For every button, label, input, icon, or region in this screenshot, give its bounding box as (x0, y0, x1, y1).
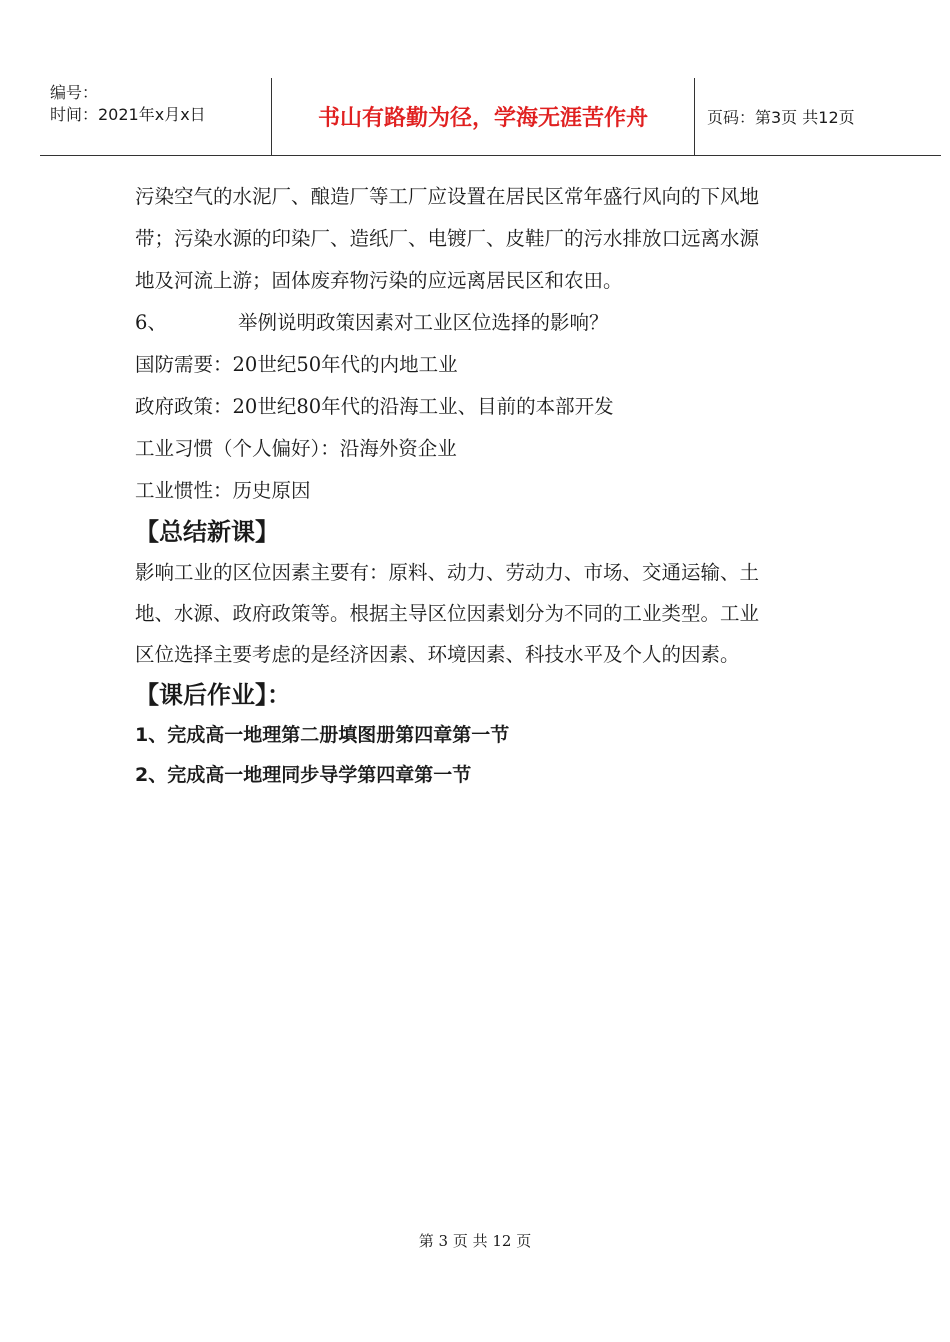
body-line: 带；污染水源的印染厂、造纸厂、电镀厂、皮鞋厂的污水排放口远离水源 (135, 227, 760, 250)
body-line: 地及河流上游；固体废弃物污染的应远离居民区和农田。 (135, 269, 623, 292)
header-info-cell (40, 78, 272, 155)
summary-heading: 【总结新课】 (135, 518, 279, 546)
answer-line: 国防需要：20世纪50年代的内地工业 (135, 353, 458, 376)
homework-item: 1、完成高一地理第二册填图册第四章第一节 (135, 724, 510, 746)
body-line: 污染空气的水泥厂、酿造厂等工厂应设置在居民区常年盛行风向的下风地 (135, 185, 760, 208)
page-header (40, 78, 941, 156)
header-page-number: 页码：第3页 共12页 (707, 108, 855, 127)
document-date-label: 时间：2021年x月x日 (50, 105, 206, 124)
question-6 (135, 302, 855, 344)
homework-heading: 【课后作业】： (135, 681, 291, 709)
question-number: 6、 (135, 311, 167, 334)
answer-line: 政府政策：20世纪80年代的沿海工业、目前的本部开发 (135, 395, 614, 418)
summary-line: 区位选择主要考虑的是经济因素、环境因素、科技水平及个人的因素。 (135, 643, 740, 666)
document-number-label: 编号： (50, 83, 99, 102)
document-body (135, 176, 855, 795)
header-motto: 书山有路勤为径，学海无涯苦作舟 (272, 78, 695, 155)
homework-item: 2、完成高一地理同步导学第四章第一节 (135, 764, 472, 786)
answer-line: 工业习惯（个人偏好）：沿海外资企业 (135, 437, 457, 460)
summary-line: 地、水源、政府政策等。根据主导区位因素划分为不同的工业类型。工业 (135, 602, 760, 625)
summary-line: 影响工业的区位因素主要有：原料、动力、劳动力、市场、交通运输、土 (135, 561, 760, 584)
answer-line: 工业惯性：历史原因 (135, 479, 311, 502)
question-text: 举例说明政策因素对工业区位选择的影响？ (238, 311, 609, 334)
page-footer: 第 3 页 共 12 页 (418, 1232, 532, 1250)
